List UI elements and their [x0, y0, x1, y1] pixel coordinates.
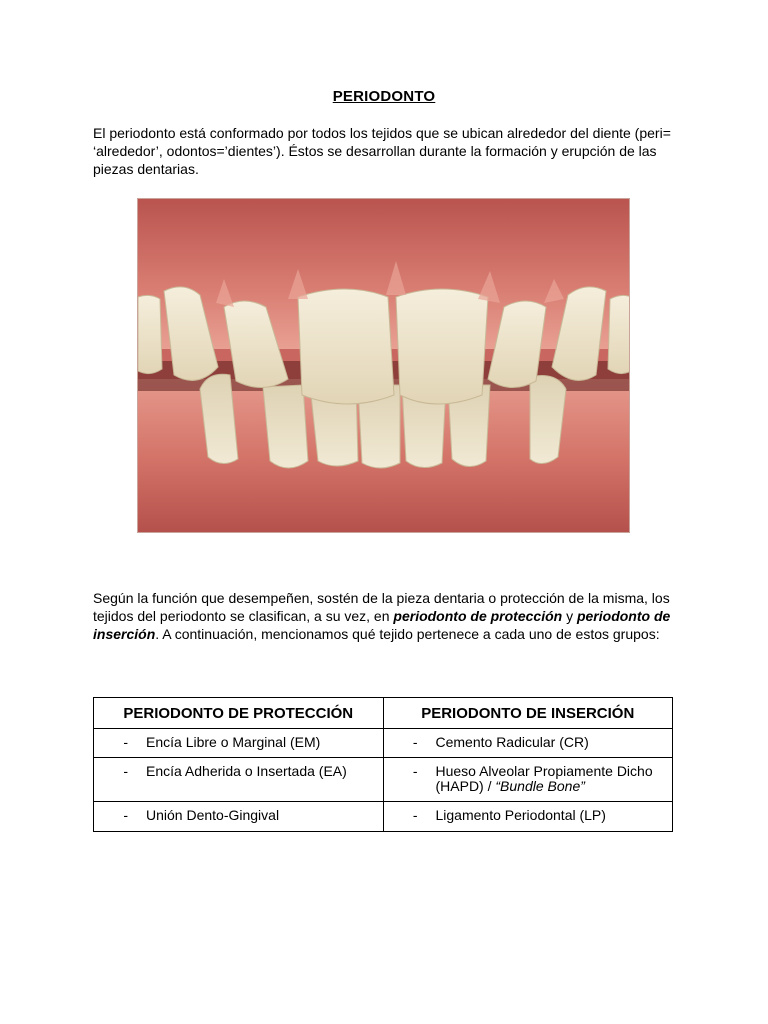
tissue-name: Cemento Radicular (CR) — [435, 734, 589, 750]
tissue-name: Encía Libre o Marginal (EM) — [146, 734, 321, 750]
bullet-dash: - — [123, 807, 128, 823]
bullet-dash: - — [123, 763, 128, 779]
bullet-dash: - — [412, 734, 418, 750]
table-cell — [94, 802, 384, 832]
classification-text-a: Según la función que desempeñen, sostén de la pieza dentaria o protección de la misma, los tejidos del periodonto se clasifican, a su vez, en — [93, 590, 670, 624]
tissue-name-main: Hueso Alveolar Propiamente Dicho (HAPD) / — [435, 763, 653, 794]
table-cell — [94, 729, 384, 758]
bullet-dash: - — [412, 763, 418, 779]
table-cell — [94, 758, 384, 802]
table-cell — [383, 802, 673, 832]
classification-paragraph — [93, 589, 673, 643]
classification-text-b: y — [562, 608, 577, 624]
table-row — [94, 758, 673, 802]
tissue-name-italic: “Bundle Bone” — [495, 778, 585, 794]
bullet-dash: - — [123, 734, 128, 750]
periodonto-table — [93, 697, 673, 832]
header-proteccion: PERIODONTO DE PROTECCIÓN — [94, 698, 384, 729]
intro-paragraph: El periodonto está conformado por todos los tejidos que se ubican alrededor del diente (peri= ‘alrededor’, odontos=’dientes’). Éstos se desarrollan durante la formación y erupción de las piezas dentarias. — [93, 125, 671, 177]
tissue-name: Ligamento Periodontal (LP) — [435, 807, 606, 823]
teeth-photo — [137, 198, 630, 533]
table-cell — [383, 758, 673, 802]
header-insercion: PERIODONTO DE INSERCIÓN — [383, 698, 673, 729]
term-proteccion: periodonto de protección — [393, 608, 563, 624]
table-cell — [383, 729, 673, 758]
bullet-dash: - — [412, 807, 418, 823]
table-row — [94, 729, 673, 758]
classification-text-c: . A continuación, mencionamos qué tejido pertenece a cada uno de estos grupos: — [155, 626, 660, 642]
table-header-row — [94, 698, 673, 729]
document-title: PERIODONTO — [332, 88, 436, 105]
tissue-name — [436, 764, 667, 794]
term-insercion: periodonto de inserción — [93, 608, 671, 642]
table-row — [94, 802, 673, 832]
tissue-name: Encía Adherida o Insertada (EA) — [146, 763, 347, 779]
tissue-name: Unión Dento-Gingival — [146, 807, 280, 823]
